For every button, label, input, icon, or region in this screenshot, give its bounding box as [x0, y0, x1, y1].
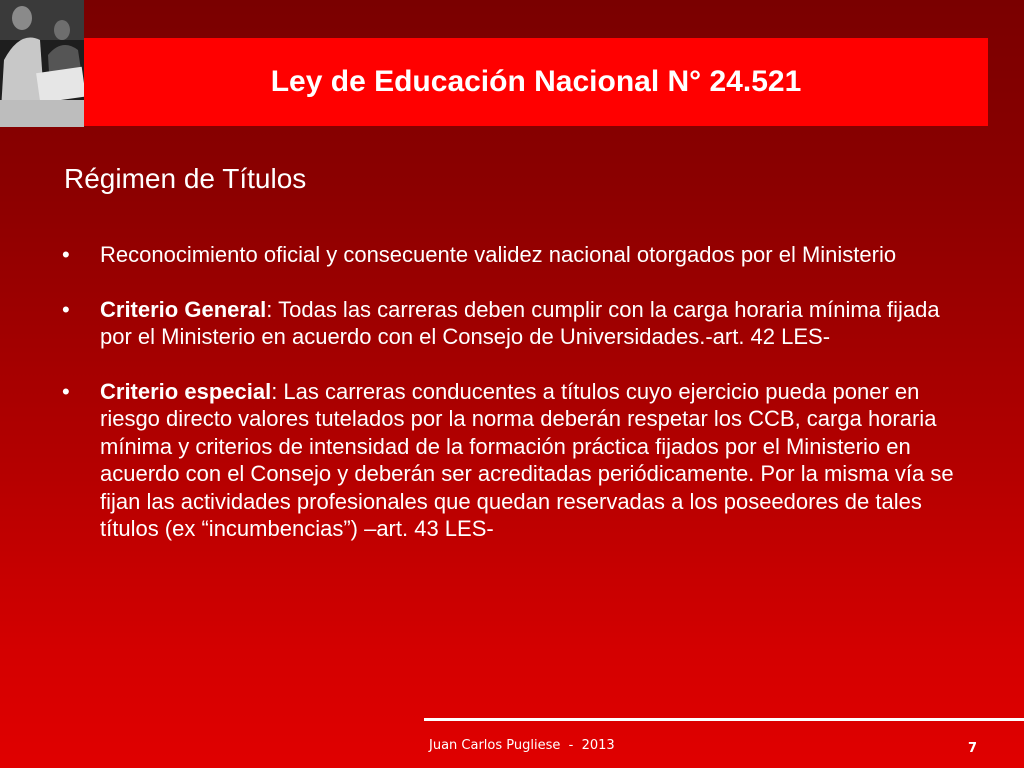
- footer-divider: [424, 718, 1024, 721]
- page-number: 7: [968, 741, 978, 756]
- bullet-item: [62, 241, 962, 269]
- title-bar: [84, 38, 988, 126]
- bullet-item: [62, 378, 962, 543]
- bullet-list: [62, 241, 962, 570]
- bullet-bold-text: Criterio especial: [100, 378, 272, 404]
- bullet-item: [62, 296, 962, 351]
- bullet-bold-text: Criterio General: [100, 296, 267, 322]
- bullet-text: Reconocimiento oficial y consecuente validez nacional otorgados por el Ministerio: [100, 242, 897, 267]
- bullet-icon: •: [62, 242, 70, 267]
- bullet-text: : Todas las carreras deben cumplir con la carga horaria mínima fijada por el Ministerio en acuerdo con el Consejo de Universidades.-art. 42 LES-: [100, 296, 940, 349]
- section-subtitle: Régimen de Títulos: [64, 163, 307, 194]
- bullet-text: : Las carreras conducentes a títulos cuyo ejercicio pueda poner en riesgo directo valores tutelados por la norma deberán respetar los CCB, carga horaria mínima y criterios de intensidad de la formación práctica fijados por el Ministerio en acuerdo con el Consejo y deberán ser acreditadas periódicamente. Por la misma vía se fijan las actividades profesionales que quedan reservadas a los poseedores de tales títulos (ex “incumbencias”) –art. 43 LES-: [100, 378, 954, 541]
- header-photo: [0, 0, 84, 127]
- bullet-icon: •: [62, 296, 70, 322]
- slide-title: Ley de Educación Nacional N° 24.521: [270, 65, 802, 98]
- bullet-icon: •: [62, 378, 70, 404]
- footer-author: Juan Carlos Pugliese - 2013: [429, 738, 615, 753]
